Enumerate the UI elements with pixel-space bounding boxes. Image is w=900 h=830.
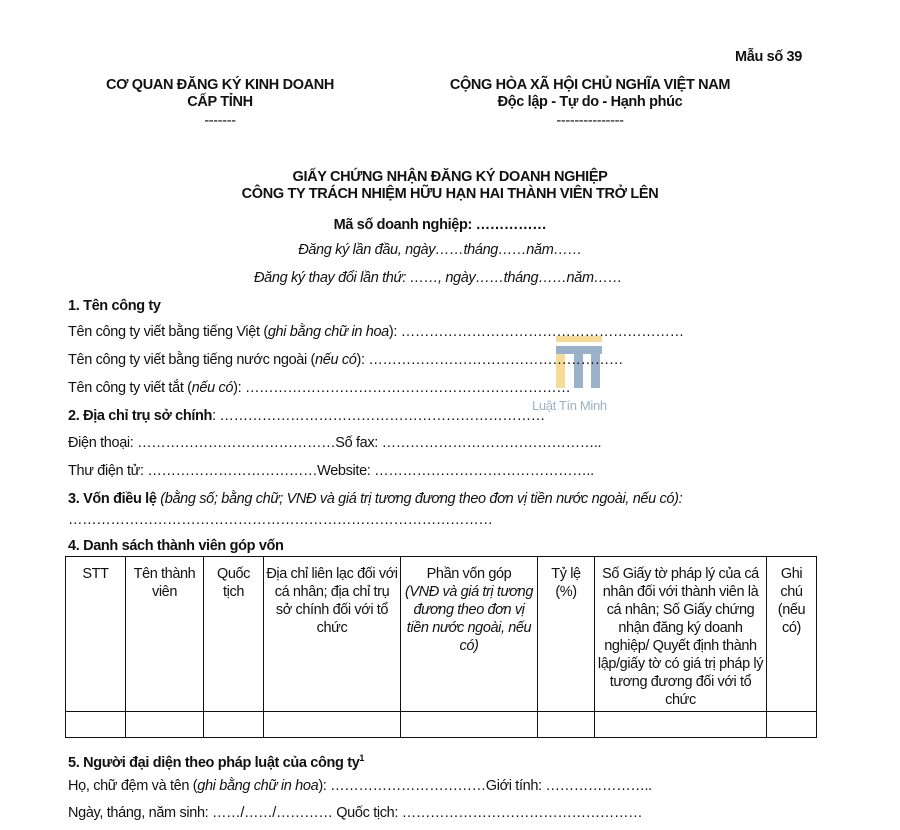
right-header-line1: CỘNG HÒA XÃ HỘI CHỦ NGHĨA VIỆT NAM [449, 77, 731, 93]
first-registration: Đăng ký lần đầu, ngày……tháng……năm…… [298, 242, 582, 258]
col-member-name: Tên thành viên [126, 557, 204, 712]
representative-name-line: Họ, chữ đệm và tên (ghi bằng chữ in hoa): ……………………………Giới tính: ………………….. [68, 778, 652, 794]
footnote-marker: 1 [359, 753, 365, 763]
right-header-rule: --------------- [556, 113, 624, 129]
company-name-foreign: Tên công ty viết bằng tiếng nước ngoài (nếu có): ……………………………………………… [68, 352, 624, 368]
section2-heading-line: 2. Địa chỉ trụ sở chính: …………………………………………………………… [68, 408, 545, 424]
col-stt: STT [66, 557, 126, 712]
company-name-vn: Tên công ty viết bằng tiếng Việt (ghi bằng chữ in hoa): …………………………………………………… [68, 324, 684, 340]
section5-heading: 5. Người đại diện theo pháp luật của công $ty^1$ [68, 753, 365, 771]
section4-heading: 4. Danh sách thành viên góp vốn [68, 538, 284, 554]
email-website-line: Thư điện tử: ………………………………Website: ……………………………………….. [68, 463, 594, 479]
table-header-row [66, 557, 817, 712]
col-legal-doc: Số Giấy tờ pháp lý của cá nhân đối với thành viên là cá nhân; Số Giấy chứng nhận đăng ký doanh nghiệp/ Quyết định thành lập/giấy tờ có giá trị pháp lý tương đương đối với tổ chức [595, 557, 767, 712]
form-number: Mẫu số 39 [735, 49, 802, 65]
section1-heading: 1. Tên công ty [68, 298, 161, 314]
right-header-line2: Độc lập - Tự do - Hạnh phúc [497, 94, 683, 110]
left-header-line2: CẤP TỈNH [187, 94, 253, 110]
table-row [66, 712, 817, 738]
enterprise-code: Mã số doanh nghiệp: …………… [333, 217, 547, 233]
phone-fax-line: Điện thoại: ……………………………………Số fax: ……………………………………….. [68, 435, 602, 451]
company-name-abbr: Tên công ty viết tắt (nếu có): …………………………………………………………… [68, 380, 571, 396]
representative-dob-line: Ngày, tháng, năm sinh: ……/……/………… Quốc tịch: …………………………………………… [68, 805, 643, 821]
change-registration: Đăng ký thay đổi lần thứ: ……, ngày……tháng……năm…… [254, 270, 622, 286]
members-table [65, 556, 817, 738]
title-line2: CÔNG TY TRÁCH NHIỆM HỮU HẠN HAI THÀNH VIÊN TRỞ LÊN [241, 186, 659, 202]
col-note: Ghi chú (nếu có) [767, 557, 817, 712]
left-header-rule: ------- [204, 113, 236, 129]
left-header-line1: CƠ QUAN ĐĂNG KÝ KINH DOANH [105, 77, 335, 93]
col-address: Địa chỉ liên lạc đối với cá nhân; địa chỉ trụ sở chính đối với tổ chức [264, 557, 401, 712]
watermark-text: Luật Tín Minh [532, 398, 607, 413]
title-line1: GIẤY CHỨNG NHẬN ĐĂNG KÝ DOANH NGHIỆP [292, 169, 608, 185]
col-nationality: Quốc tịch [204, 557, 264, 712]
col-capital: Phần vốn góp (VNĐ và giá trị tương đương theo đơn vị tiền nước ngoài, nếu có) [401, 557, 538, 712]
section3-heading-line: 3. Vốn điều lệ (bằng số; bằng chữ; VNĐ và giá trị tương đương theo đơn vị tiền nước ngoài, nếu có): [68, 491, 683, 507]
col-ratio: Tỷ lệ (%) [538, 557, 595, 712]
section3-dots: ……………………………………………………………………………… [68, 512, 493, 528]
